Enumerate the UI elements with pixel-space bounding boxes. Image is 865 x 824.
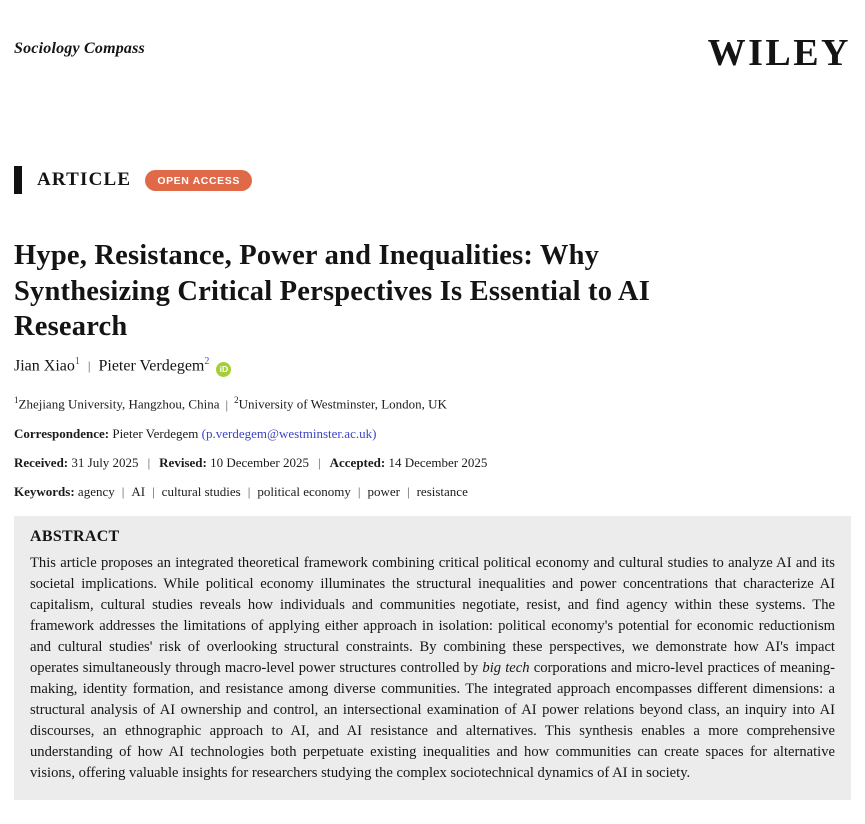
affiliation-sup: 2 [234, 395, 239, 406]
date-value: 10 December 2025 [210, 454, 310, 470]
date-separator: | [318, 454, 321, 470]
keyword-separator: | [247, 483, 251, 499]
date-label: Revised: [159, 454, 207, 470]
correspondence-name: Pieter Verdegem [112, 425, 199, 441]
orcid-icon[interactable]: iD [216, 362, 231, 377]
affiliation-text: University of Westminster, London, UK [238, 396, 447, 412]
journal-name: Sociology Compass [14, 40, 145, 57]
dates-line [14, 455, 851, 471]
keywords-label: Keywords: [14, 483, 75, 499]
date-label: Accepted: [329, 454, 386, 470]
keyword-item: AI [131, 483, 146, 499]
keyword-separator: | [152, 483, 155, 499]
affiliation-text: Zhejiang University, Hangzhou, China [18, 396, 220, 412]
keyword-item: political economy [257, 483, 351, 499]
keyword-separator: | [121, 483, 125, 499]
abstract-heading: ABSTRACT [30, 527, 120, 545]
keyword-item: cultural studies [161, 483, 241, 499]
abstract-text-segment: big tech [482, 659, 530, 676]
correspondence-email-link[interactable]: (p.verdegem@westminster.ac.uk) [201, 425, 377, 441]
keyword-separator: | [406, 483, 410, 499]
date-value: 31 July 2025 [71, 454, 139, 470]
affiliation-separator: | [225, 396, 229, 412]
article-marker-bar [14, 166, 22, 194]
publisher-logo: WILEY [707, 32, 851, 74]
affiliation-sup: 1 [14, 395, 19, 406]
author-name: Jian Xiao [14, 357, 75, 375]
date-separator: | [147, 454, 151, 470]
abstract-body [30, 553, 835, 784]
author-affiliation-sup: 1 [74, 355, 80, 367]
abstract-text-segment: This article proposes an integrated theoretical framework combining critical political economy and cultural studies to analyze AI and its societal implications. While political economy illuminates the structural inequalities and power concentrations that characterize AI capitalism, cultural studies reveals how individuals and communities negotiate, resist, and find agency within these systems. The framework addresses the limitations of applying either approach in isolation: political economy's potential for economic reductionism and cultural studies' risk of overlooking structural constraints. By combining these perspectives, we demonstrate how AI's impact operates simultaneously through macro-level power structures controlled by [30, 554, 835, 676]
keywords-line [14, 484, 851, 500]
author-name: Pieter Verdegem [98, 357, 205, 375]
correspondence-line [14, 426, 851, 442]
authors-line [14, 356, 851, 377]
correspondence-label: Correspondence: [14, 425, 110, 441]
article-title: Hype, Resistance, Power and Inequalities: Why Synthesizing Critical Perspectives Is Essential to AI Research [14, 240, 650, 343]
article-type-label: ARTICLE [37, 169, 132, 190]
date-label: Received: [14, 454, 69, 470]
keywords-list [78, 484, 468, 499]
keyword-item: resistance [416, 483, 468, 499]
page-header [14, 0, 851, 72]
author-separator: | [87, 358, 91, 374]
date-value: 14 December 2025 [388, 454, 488, 470]
article-type-row [14, 166, 851, 194]
open-access-badge[interactable]: OPEN ACCESS [145, 170, 252, 191]
keyword-item: agency [77, 483, 115, 499]
affiliations-line [14, 395, 851, 412]
keyword-item: power [367, 483, 400, 499]
author-affiliation-sup: 2 [204, 355, 210, 367]
abstract-text-segment: corporations and micro-level practices of meaning-making, identity formation, and resistance among diverse communities. The integrated approach encompasses different dimensions: a structural analysis of AI ownership and control, an intersectional examination of AI power relations beyond class, an inquiry into AI discourses, an ethnographic approach to AI, and AI resistance and alternatives. This synthesis enables a more comprehensive understanding of how AI technologies both perpetuate existing inequalities and how communities can create spaces for alternative visions, offering valuable insights for researchers studying the complex sociotechnical dynamics of AI in society. [30, 659, 835, 781]
abstract-box [14, 516, 851, 800]
keyword-separator: | [357, 483, 361, 499]
